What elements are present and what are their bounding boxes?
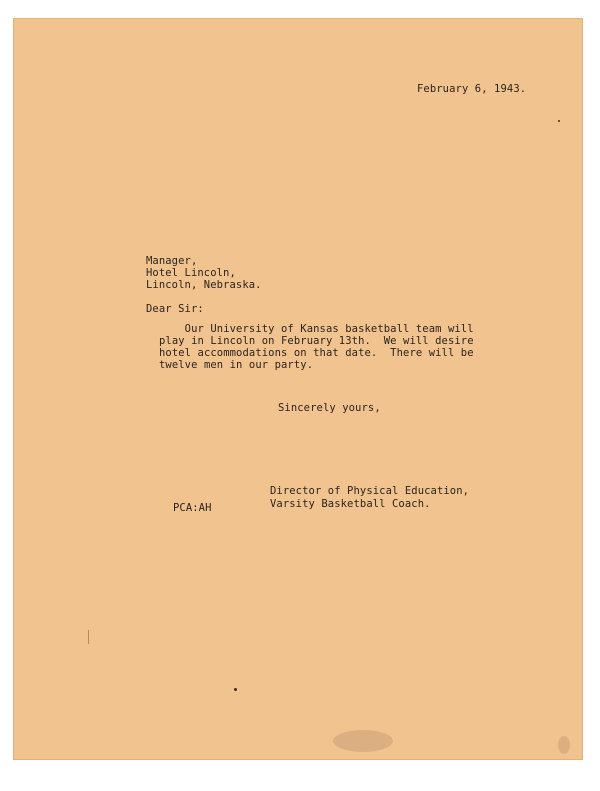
- body-line: twelve men in our party.: [159, 359, 314, 371]
- letter-page: [13, 18, 583, 760]
- signature-line: Varsity Basketball Coach.: [270, 498, 431, 510]
- recipient-line: Hotel Lincoln,: [146, 267, 236, 279]
- body-line: hotel accommodations on that date. There will be: [159, 347, 474, 359]
- paper-mark: [88, 630, 89, 644]
- paper-smudge: [333, 730, 393, 752]
- typist-initials: PCA:AH: [173, 502, 212, 514]
- recipient-line: Manager,: [146, 255, 198, 267]
- letter-date: February 6, 1943.: [417, 83, 527, 95]
- paper-speck: [234, 688, 237, 691]
- closing: Sincerely yours,: [278, 402, 381, 414]
- signature-line: Director of Physical Education,: [270, 485, 470, 497]
- recipient-line: Lincoln, Nebraska.: [146, 279, 262, 291]
- paper-smudge: [558, 736, 570, 754]
- salutation: Dear Sir:: [146, 303, 204, 315]
- paper-speck: [558, 120, 560, 122]
- body-line: play in Lincoln on February 13th. We will desire: [159, 335, 474, 347]
- body-line: Our University of Kansas basketball team will: [159, 323, 474, 335]
